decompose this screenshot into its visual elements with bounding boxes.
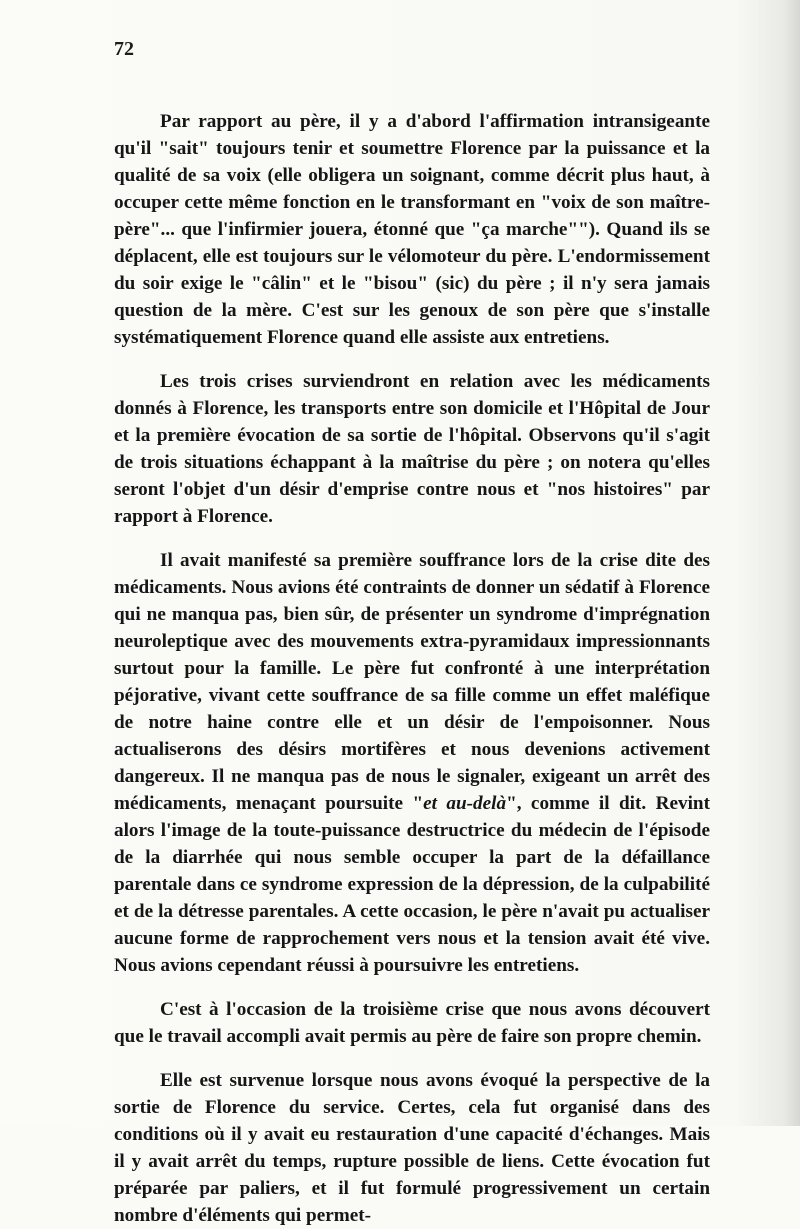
italic-phrase: et au-delà bbox=[423, 793, 507, 814]
paragraph-text: C'est à l'occasion de la troisième crise que nous avons découvert que le travail accompli avait permis au père de faire son propre chemin. bbox=[114, 999, 710, 1047]
paragraph-text: Elle est survenue lorsque nous avons évoqué la perspective de la sortie de Florence du service. Certes, cela fut organisé dans des conditions où il y avait eu restauration d'une capacité d'échanges. Mais il y avait arrêt du temps, rupture possible de liens. Cette évocation fut préparée par paliers, et il fut formulé progressivement un certain nombre d'éléments qui permet- bbox=[114, 1070, 710, 1226]
body-text bbox=[114, 108, 710, 1229]
page-number: 72 bbox=[114, 38, 134, 60]
paragraph bbox=[114, 547, 710, 979]
paragraph bbox=[114, 1067, 710, 1229]
paragraph-text: Les trois crises surviendront en relation avec les médicaments donnés à Florence, les transports entre son domicile et l'Hôpital de Jour et la première évocation de sa sortie de l'hôpital. Observons qu'il s'agit de trois situations échappant à la maîtrise du père ; on notera qu'elles seront l'objet d'un désir d'emprise contre nous et "nos histoires" par rapport à Florence. bbox=[114, 371, 710, 527]
paragraph bbox=[114, 368, 710, 530]
paragraph-text: Par rapport au père, il y a d'abord l'affirmation intransigeante qu'il "sait" toujours tenir et soumettre Florence par la puissance et la qualité de sa voix (elle obligera un soignant, comme décrit plus haut, à occuper cette même fonction en le transformant en "voix de son maître-père"... que l'infirmier jouera, étonné que "ça marche""). Quand ils se déplacent, elle est toujours sur le vélomoteur du père. L'endormissement du soir exige le "câlin" et le "bisou" (sic) du père ; il n'y sera jamais question de la mère. C'est sur les genoux de son père que s'installe systématiquement Florence quand elle assiste aux entretiens. bbox=[114, 111, 710, 348]
paragraph bbox=[114, 996, 710, 1050]
paragraph-text: Il avait manifesté sa première souffrance lors de la crise dite des médicaments. Nous avions été contraints de donner un sédatif à Florence qui ne manqua pas, bien sûr, de présenter un syndrome d'imprégnation neuroleptique avec des mouvements extra-pyramidaux impressionnants surtout pour la famille. Le père fut confronté à une interprétation péjorative, vivant cette souffrance de sa fille comme un effet maléfique de notre haine contre elle et un désir de l'empoisonner. Nous actualiserons des désirs mortifères et nous devenions activement dangereux. Il ne manqua pas de nous le signaler, exigeant un arrêt des médicaments, menaçant poursuite " bbox=[114, 550, 710, 814]
paragraph bbox=[114, 108, 710, 351]
paragraph-text: ", comme il dit. Revint alors l'image de la toute-puissance destructrice du médecin de l'épisode de la diarrhée qui nous semble occuper la part de la défaillance parentale dans ce syndrome expression de la dépression, de la culpabilité et de la détresse parentales. A cette occasion, le père n'avait pu actualiser aucune forme de rapprochement vers nous et la tension avait été vive. Nous avions cependant réussi à poursuivre les entretiens. bbox=[114, 793, 710, 976]
